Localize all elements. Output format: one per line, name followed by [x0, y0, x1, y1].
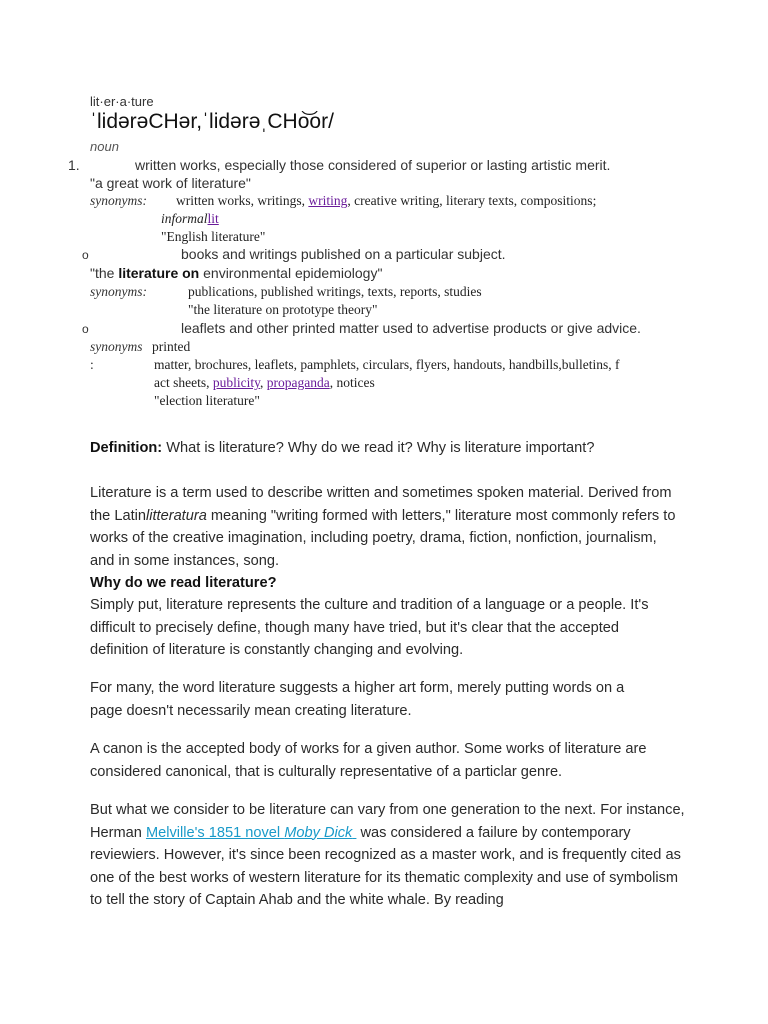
sense-2-definition: books and writings published on a particular subject.: [181, 246, 506, 262]
sense-3-synonyms-line: [154, 375, 375, 391]
moby-dick-link[interactable]: [146, 825, 356, 841]
sense-2-example: [90, 265, 382, 281]
synonyms-text: act sheets,: [154, 375, 213, 390]
definition-text: What is literature? Why do we read it? Why is literature important?: [162, 440, 595, 456]
sense-1-synonyms: [176, 193, 596, 209]
bullet-icon: o: [82, 248, 89, 262]
synonyms-label: synonyms: [90, 339, 143, 354]
example-bold: literature on: [118, 265, 200, 281]
paragraph-text: Literature is a term used to describe written and sometimes spoken material. Derived from the Latin: [90, 485, 672, 524]
synonyms-label: synonyms:: [90, 284, 147, 299]
definition-label: Definition:: [90, 440, 163, 456]
part-of-speech: noun: [90, 139, 119, 154]
sense-number: 1.: [68, 157, 80, 173]
paragraph: A canon is the accepted body of works for a given author. Some works of literature are considered canonical, that is culturally representative of a particlar genre.: [90, 741, 647, 780]
sense-3-example: "election literature": [154, 393, 260, 408]
paragraph-moby-dick: [90, 799, 688, 912]
synonyms-label: synonyms:: [90, 193, 147, 208]
synonyms-text: ,: [259, 375, 267, 390]
paragraph: For many, the word literature suggests a higher art form, merely putting words on a page doesn't necessarily mean creating literature.: [90, 680, 625, 719]
sense-2-synonyms: publications, published writings, texts, reports, studies: [188, 284, 482, 299]
latin-term: litteratura: [146, 507, 207, 524]
paragraph-text: was considered a failure by contemporary reviewiers. However, it's since been recognized as a master work, and is frequently cited as one of the best works of western literature for its thematic complexity and use of symbolism to tell the story of Captain Ahab and the white whale. By reading: [90, 824, 681, 908]
synonym-link-lit[interactable]: lit: [207, 211, 219, 226]
pronunciation: ˈlidərəCHər,ˈlidərəˌCHo͝or/: [90, 110, 334, 133]
syllables: lit·er·a·ture: [90, 94, 154, 109]
synonyms-text: , notices: [329, 375, 375, 390]
link-text: Melville's 1851 novel: [145, 824, 285, 841]
paragraph-text: But what we consider to be literature can vary from one generation to the next. For instance, Herman: [90, 802, 685, 841]
sense-1-definition: written works, especially those considered of superior or lasting artistic merit.: [135, 157, 611, 173]
synonym-link-publicity[interactable]: publicity: [212, 375, 260, 390]
informal-line: [161, 211, 219, 227]
bullet-icon: o: [82, 322, 89, 336]
synonym-link-propaganda[interactable]: propaganda: [266, 375, 330, 390]
synonyms-text: written works, writings,: [176, 193, 309, 208]
synonyms-colon: :: [90, 357, 94, 372]
paragraph: Simply put, literature represents the culture and tradition of a language or a people. It's difficult to precisely define, though many have tried, but it's clear that the accepted definition of literature is constantly changing and evolving.: [90, 597, 649, 658]
example-text: "the: [90, 265, 119, 281]
sense-3-definition: leaflets and other printed matter used to advertise products or give advice.: [181, 320, 641, 336]
sense-1-example: "a great work of literature": [90, 175, 251, 191]
sense-2-example-2: "the literature on prototype theory": [188, 302, 378, 317]
section-heading: Why do we read literature?: [90, 575, 277, 591]
paragraph-text: meaning "writing formed with letters," literature most commonly refers to works of the creative imagination, including poetry, drama, fiction, nonfiction, journalism, and in some instances, song.: [90, 507, 676, 569]
synonym-link-writing[interactable]: writing: [308, 193, 348, 208]
definition-question: [90, 437, 690, 460]
informal-label: informal: [161, 211, 208, 226]
link-italic: Moby Dick: [284, 824, 353, 841]
example-text: environmental epidemiology": [199, 265, 383, 281]
synonyms-text: , creative writing, literary texts, compositions;: [347, 193, 597, 208]
paragraph-intro: [90, 482, 680, 572]
sense-3-synonyms-line: matter, brochures, leaflets, pamphlets, circulars, flyers, handouts, handbills,bulletins, f: [154, 357, 620, 372]
sense-3-synonym-first: printed: [152, 339, 191, 354]
sense-1-example-2: "English literature": [161, 229, 266, 244]
